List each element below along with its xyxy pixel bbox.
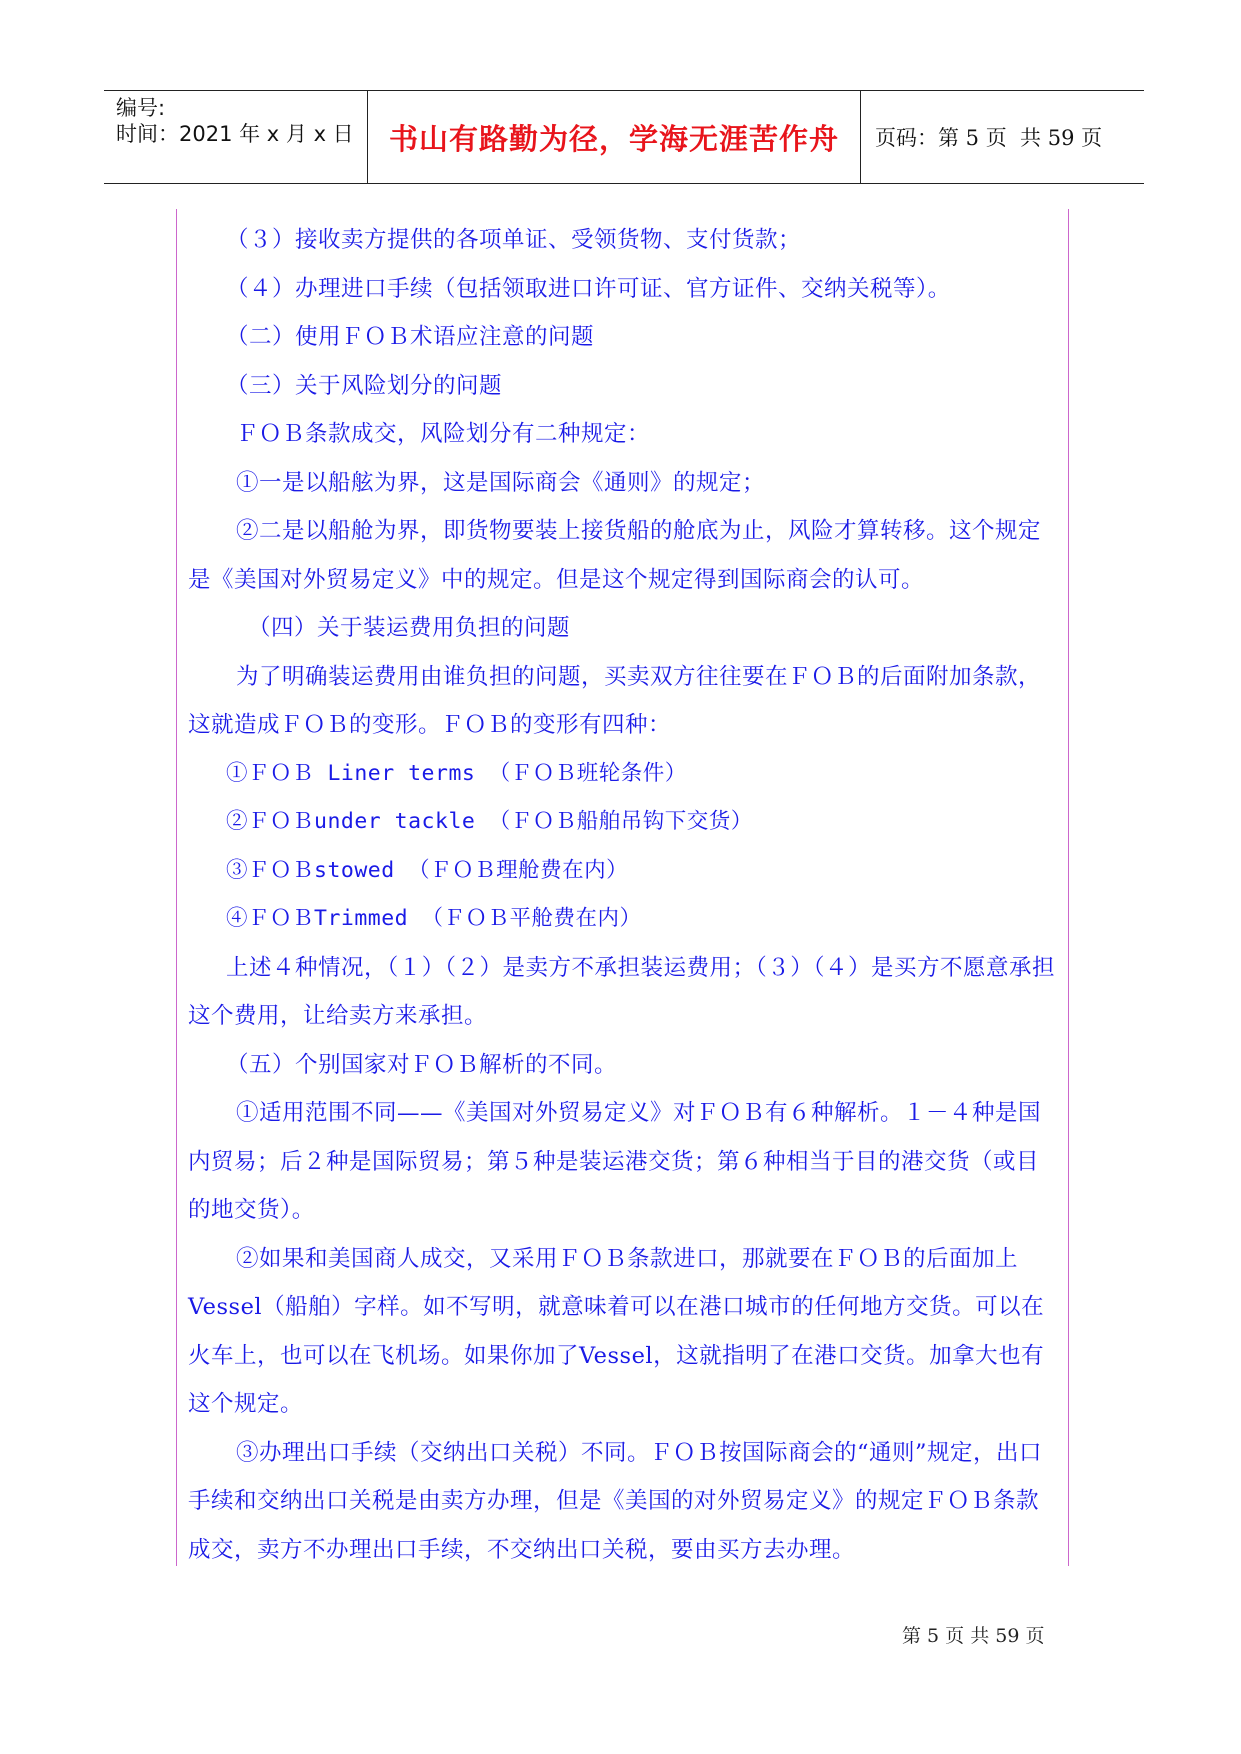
- section-heading: （二）使用ＦＯＢ术语应注意的问题: [226, 324, 595, 350]
- paragraph: ②如果和美国商人成交，又采用ＦＯＢ条款进口，那就要在ＦＯＢ的后面加上Vessel（船舶）字样。如不写明，就意味着可以在港口城市的任何地方交货。可以在火车上，也可以在飞机场。如果你加了Vessel，这就指明了在港口交货。加拿大也有这个规定。: [188, 1245, 1045, 1417]
- section-heading: （五）个别国家对ＦＯＢ解析的不同。: [226, 1051, 618, 1078]
- paragraph: 上述４种情况，（１）（２）是卖方不承担装运费用；（３）（４）是买方不愿意承担这个费用，让给卖方来承担。: [188, 954, 1056, 1029]
- page-footer: 第 5 页 共 59 页: [902, 1625, 1045, 1647]
- paragraph: ①一是以船舷为界，这是国际商会《通则》的规定；: [236, 469, 766, 496]
- document-time-label: 时间：2021 年 x 月 x 日: [116, 122, 354, 146]
- list-item: ③ＦＯＢstowed （ＦＯＢ理舱费在内）: [226, 857, 629, 883]
- page-info-text: 页码：第 5 页 共 59 页: [875, 126, 1103, 150]
- header-slogan: [368, 91, 861, 183]
- section-heading: （四）关于装运费用负担的问题: [248, 615, 571, 641]
- page-header: [104, 90, 1144, 184]
- paragraph: ②二是以船舱为界，即货物要装上接货船的舱底为止，风险才算转移。这个规定是《美国对外贸易定义》中的规定。但是这个规定得到国际商会的认可。: [188, 518, 1042, 593]
- paragraph: ＦＯＢ条款成交，风险划分有二种规定：: [236, 421, 651, 447]
- document-number-label: 编号:: [116, 96, 166, 120]
- document-body: [188, 216, 1060, 1574]
- paragraph: （３）接收卖方提供的各项单证、受领货物、支付货款；: [226, 227, 802, 253]
- header-page-info: [861, 91, 1144, 183]
- slogan-text: 书山有路勤为径，学海无涯苦作舟: [388, 121, 839, 156]
- paragraph: 为了明确装运费用由谁负担的问题，买卖双方往往要在ＦＯＢ的后面附加条款，这就造成ＦＯＢ的变形。ＦＯＢ的变形有四种：: [188, 663, 1042, 738]
- list-item: ①ＦＯＢ Liner terms （ＦＯＢ班轮条件）: [226, 760, 687, 786]
- section-heading: （三）关于风险划分的问题: [226, 372, 503, 399]
- paragraph: （４）办理进口手续（包括领取进口许可证、官方证件、交纳关税等）。: [226, 275, 951, 302]
- paragraph: ①适用范围不同——《美国对外贸易定义》对ＦＯＢ有６种解析。１－４种是国内贸易；后２种是国际贸易；第５种是装运港交货；第６种相当于目的港交货（或目的地交货）。: [188, 1100, 1042, 1223]
- header-meta: [104, 91, 368, 183]
- list-item: ②ＦＯＢunder tackle （ＦＯＢ船舶吊钩下交货）: [226, 809, 753, 834]
- paragraph: ③办理出口手续（交纳出口关税）不同。ＦＯＢ按国际商会的“通则”规定，出口手续和交纳出口关税是由卖方办理，但是《美国的对外贸易定义》的规定ＦＯＢ条款成交，卖方不办理出口手续，不交纳出口关税，要由买方去办理。: [188, 1439, 1043, 1563]
- list-item: ④ＦＯＢTrimmed （ＦＯＢ平舱费在内）: [226, 906, 642, 931]
